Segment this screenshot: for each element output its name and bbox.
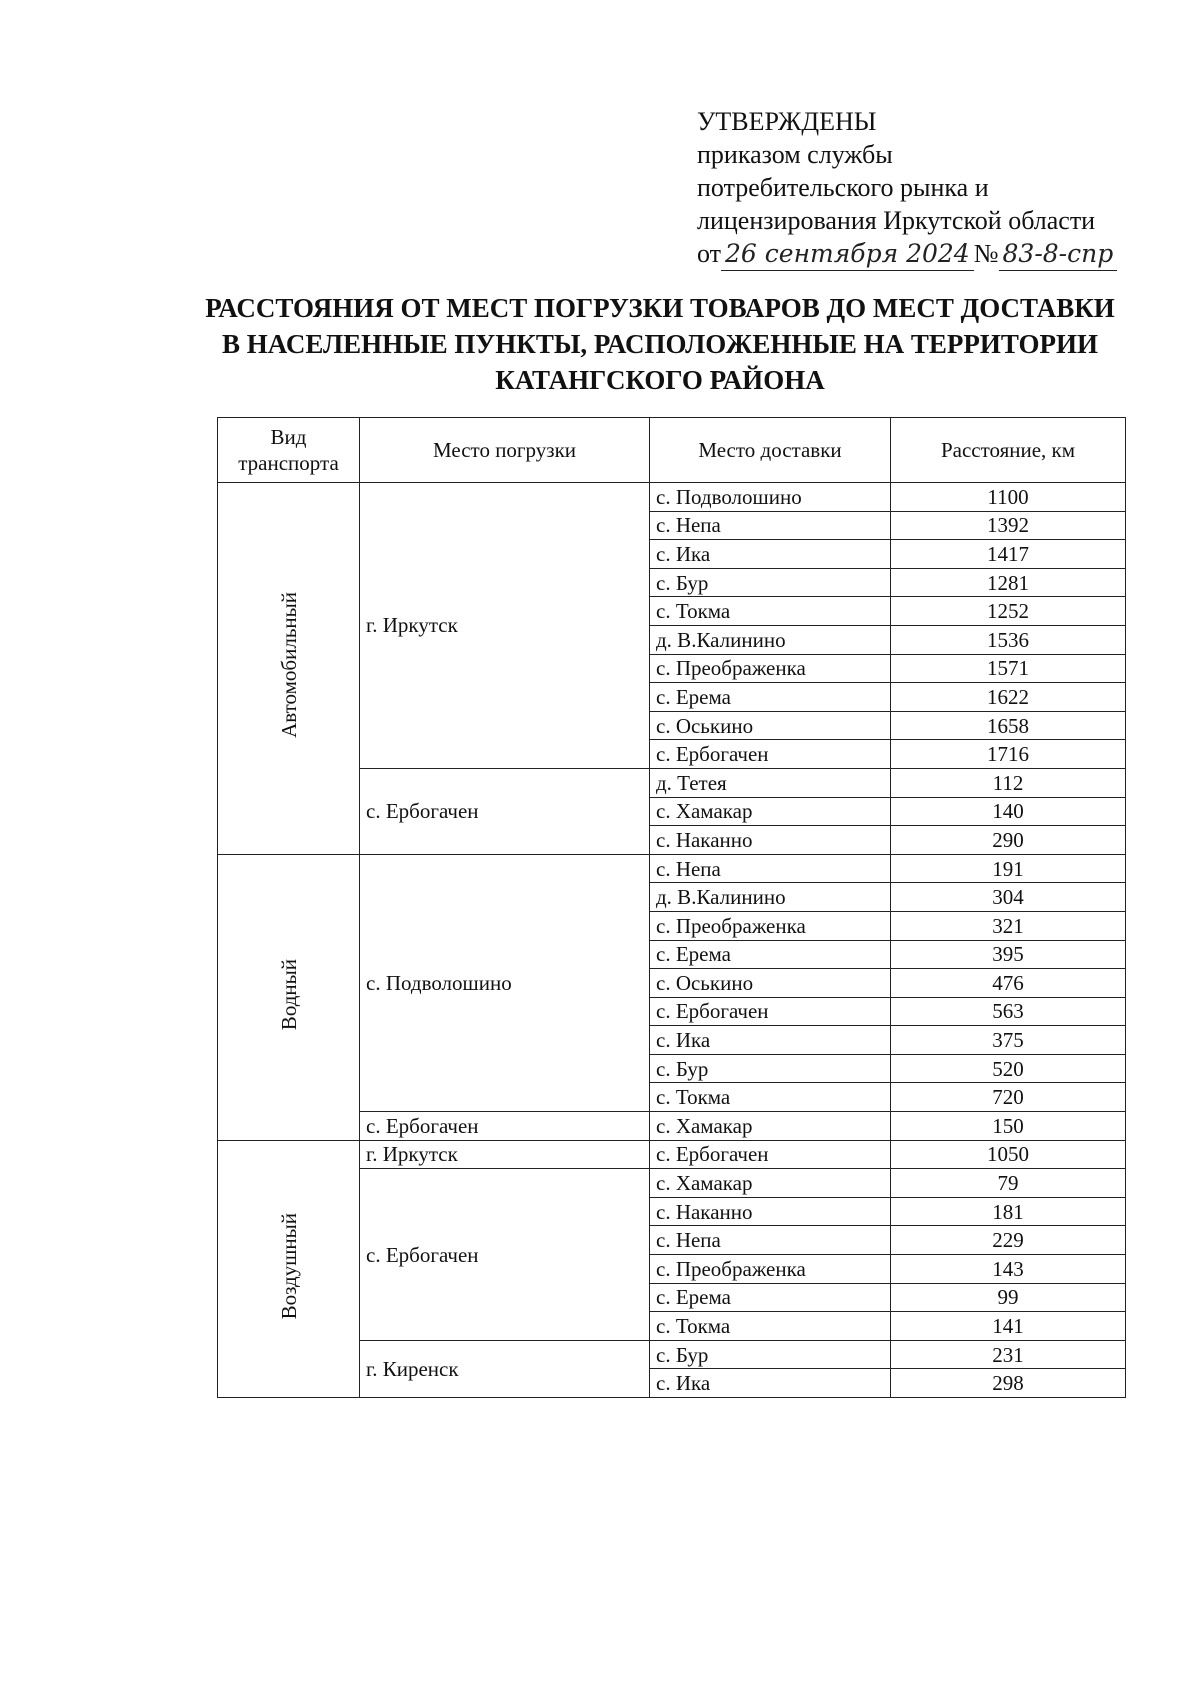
- handwritten-date: 26 сентября 2024: [721, 237, 974, 271]
- loading-place-cell: с. Ербогачен: [360, 1112, 650, 1141]
- loading-place-cell: г. Иркутск: [360, 483, 650, 769]
- table-row: [218, 483, 1126, 512]
- delivery-place-cell: с. Токма: [650, 597, 891, 626]
- distance-cell: 1252: [891, 597, 1126, 626]
- distance-table: [217, 417, 1126, 1398]
- distance-cell: 290: [891, 826, 1126, 855]
- header-transport-line1: Вид: [270, 425, 307, 449]
- distance-cell: 143: [891, 1255, 1126, 1284]
- loading-place-cell: с. Подволошино: [360, 854, 650, 1111]
- distance-cell: 112: [891, 768, 1126, 797]
- distance-cell: 304: [891, 883, 1126, 912]
- delivery-place-cell: д. Тетея: [650, 768, 891, 797]
- distance-cell: 1281: [891, 568, 1126, 597]
- delivery-place-cell: с. Ика: [650, 540, 891, 569]
- delivery-place-cell: с. Бур: [650, 1340, 891, 1369]
- distance-cell: 141: [891, 1312, 1126, 1341]
- distance-cell: 520: [891, 1054, 1126, 1083]
- distance-cell: 720: [891, 1083, 1126, 1112]
- delivery-place-cell: с. Ика: [650, 1026, 891, 1055]
- approval-date-line: [697, 237, 1117, 271]
- distance-cell: 79: [891, 1169, 1126, 1198]
- transport-type-label: Автомобильный: [276, 592, 301, 739]
- distance-cell: 229: [891, 1226, 1126, 1255]
- distance-cell: 1536: [891, 625, 1126, 654]
- distance-cell: 563: [891, 997, 1126, 1026]
- distance-cell: 191: [891, 854, 1126, 883]
- table-body: [218, 483, 1126, 1398]
- transport-type-cell: [218, 483, 360, 855]
- delivery-place-cell: с. Ика: [650, 1369, 891, 1398]
- approval-line: лицензирования Иркутской области: [697, 206, 1096, 235]
- delivery-place-cell: с. Оськино: [650, 969, 891, 998]
- delivery-place-cell: с. Непа: [650, 511, 891, 540]
- header-transport-line2: транспорта: [238, 451, 339, 475]
- distance-cell: 1622: [891, 683, 1126, 712]
- delivery-place-cell: с. Ербогачен: [650, 997, 891, 1026]
- delivery-place-cell: с. Хамакар: [650, 797, 891, 826]
- distance-cell: 298: [891, 1369, 1126, 1398]
- distance-cell: 231: [891, 1340, 1126, 1369]
- delivery-place-cell: с. Непа: [650, 854, 891, 883]
- delivery-place-cell: с. Токма: [650, 1312, 891, 1341]
- from-label: от: [697, 239, 722, 268]
- distance-cell: 395: [891, 940, 1126, 969]
- distance-cell: 321: [891, 911, 1126, 940]
- table-row: [218, 854, 1126, 883]
- delivery-place-cell: с. Хамакар: [650, 1112, 891, 1141]
- delivery-place-cell: с. Преображенка: [650, 654, 891, 683]
- title-line: В НАСЕЛЕННЫЕ ПУНКТЫ, РАСПОЛОЖЕННЫЕ НА ТЕРРИТОРИИ: [221, 329, 1099, 359]
- approval-line: потребительского рынка и: [697, 173, 989, 202]
- transport-type-label: Воздушный: [276, 1212, 301, 1320]
- table-row: [218, 1140, 1126, 1169]
- distance-cell: 1716: [891, 740, 1126, 769]
- delivery-place-cell: с. Бур: [650, 568, 891, 597]
- delivery-place-cell: с. Хамакар: [650, 1169, 891, 1198]
- header-loading: Место погрузки: [360, 418, 650, 483]
- transport-type-cell: [218, 1140, 360, 1397]
- delivery-place-cell: д. В.Калинино: [650, 625, 891, 654]
- loading-place-cell: с. Ербогачен: [360, 1169, 650, 1341]
- table-header-row: [218, 418, 1126, 483]
- number-label: №: [973, 239, 999, 268]
- delivery-place-cell: с. Ербогачен: [650, 1140, 891, 1169]
- loading-place-cell: г. Киренск: [360, 1340, 650, 1397]
- transport-type-cell: [218, 854, 360, 1140]
- header-delivery: Место доставки: [650, 418, 891, 483]
- title-line: КАТАНГСКОГО РАЙОНА: [495, 365, 825, 395]
- delivery-place-cell: с. Ербогачен: [650, 740, 891, 769]
- approval-block: [697, 105, 1117, 271]
- delivery-place-cell: с. Подволошино: [650, 483, 891, 512]
- header-transport: [218, 418, 360, 483]
- approval-line: приказом службы: [697, 140, 893, 169]
- delivery-place-cell: с. Непа: [650, 1226, 891, 1255]
- delivery-place-cell: с. Ерема: [650, 683, 891, 712]
- distance-cell: 140: [891, 797, 1126, 826]
- distance-cell: 1658: [891, 711, 1126, 740]
- distance-cell: 1392: [891, 511, 1126, 540]
- handwritten-number: 83-8-спр: [999, 237, 1118, 271]
- delivery-place-cell: с. Токма: [650, 1083, 891, 1112]
- delivery-place-cell: с. Ерема: [650, 940, 891, 969]
- distance-cell: 476: [891, 969, 1126, 998]
- delivery-place-cell: с. Наканно: [650, 826, 891, 855]
- distance-cell: 181: [891, 1197, 1126, 1226]
- loading-place-cell: с. Ербогачен: [360, 768, 650, 854]
- loading-place-cell: г. Иркутск: [360, 1140, 650, 1169]
- approval-heading: УТВЕРЖДЕНЫ: [697, 107, 877, 136]
- delivery-place-cell: с. Преображенка: [650, 1255, 891, 1284]
- transport-type-label: Водный: [276, 958, 301, 1030]
- distance-cell: 375: [891, 1026, 1126, 1055]
- distance-cell: 150: [891, 1112, 1126, 1141]
- distance-cell: 99: [891, 1283, 1126, 1312]
- distance-cell: 1050: [891, 1140, 1126, 1169]
- delivery-place-cell: с. Преображенка: [650, 911, 891, 940]
- distance-cell: 1100: [891, 483, 1126, 512]
- delivery-place-cell: с. Ерема: [650, 1283, 891, 1312]
- delivery-place-cell: с. Наканно: [650, 1197, 891, 1226]
- title-line: РАССТОЯНИЯ ОТ МЕСТ ПОГРУЗКИ ТОВАРОВ ДО МЕСТ ДОСТАВКИ: [205, 293, 1115, 323]
- distance-cell: 1417: [891, 540, 1126, 569]
- distance-cell: 1571: [891, 654, 1126, 683]
- delivery-place-cell: с. Оськино: [650, 711, 891, 740]
- delivery-place-cell: с. Бур: [650, 1054, 891, 1083]
- delivery-place-cell: д. В.Калинино: [650, 883, 891, 912]
- header-distance: Расстояние, км: [891, 418, 1126, 483]
- document-title: [160, 290, 1160, 398]
